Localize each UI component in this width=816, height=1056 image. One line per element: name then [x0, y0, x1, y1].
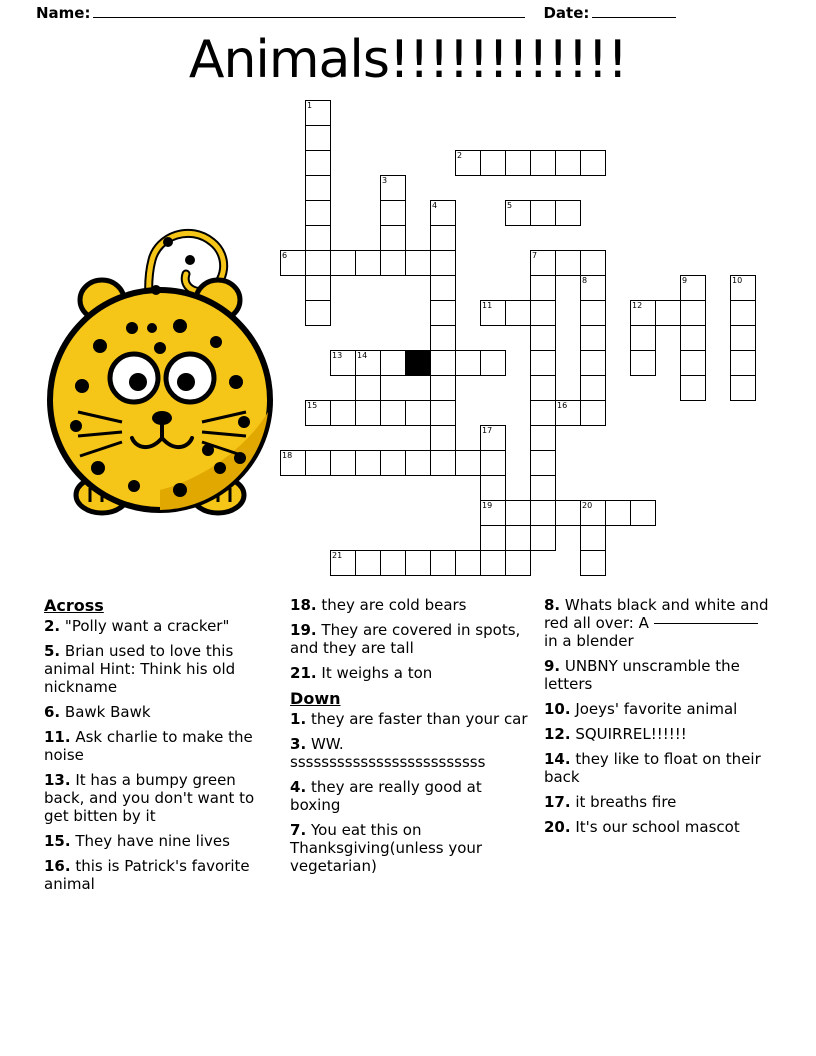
cell-number: 6 — [282, 251, 288, 260]
crossword-cell[interactable] — [580, 500, 606, 526]
crossword-cell[interactable] — [580, 250, 606, 276]
clues-column-1 — [44, 596, 276, 900]
crossword-cell[interactable] — [380, 250, 406, 276]
cell-number: 5 — [507, 201, 513, 210]
clue-down-12 — [544, 725, 776, 743]
crossword-cell[interactable] — [530, 200, 556, 226]
crossword-cell[interactable] — [480, 450, 506, 476]
cell-number: 10 — [732, 276, 743, 285]
crossword-cell[interactable] — [630, 300, 656, 326]
clue-text: they like to float on their back — [543, 750, 761, 786]
crossword-cell[interactable] — [530, 525, 556, 551]
clue-number: 2. — [44, 617, 61, 636]
name-input-line[interactable] — [93, 17, 525, 18]
crossword-cell[interactable] — [580, 550, 606, 576]
clue-down-14 — [544, 750, 776, 786]
crossword-cell[interactable] — [730, 275, 756, 301]
crossword-cell[interactable] — [430, 200, 456, 226]
clue-number: 13. — [44, 771, 71, 790]
crossword-cell[interactable] — [530, 425, 556, 451]
clue-text: They are covered in spots, and they are tall — [290, 621, 521, 657]
crossword-cell[interactable] — [530, 325, 556, 351]
crossword-cell[interactable] — [305, 250, 331, 276]
crossword-cell[interactable] — [380, 450, 406, 476]
crossword-cell[interactable] — [480, 350, 506, 376]
crossword-cell[interactable] — [430, 425, 456, 451]
crossword-cell[interactable] — [555, 500, 581, 526]
clue-number: 11. — [44, 728, 71, 747]
clue-text: It's our school mascot — [575, 818, 740, 836]
clue-text: they are faster than your car — [310, 710, 528, 729]
clue-number: 12. — [543, 725, 571, 743]
crossword-cell[interactable] — [305, 150, 331, 176]
clue-down-9 — [544, 657, 776, 693]
clue-text: this is Patrick's favorite animal — [44, 857, 250, 894]
crossword-cell[interactable] — [380, 550, 406, 576]
cell-number: 15 — [307, 401, 318, 410]
crossword-cell[interactable] — [530, 450, 556, 476]
clue-text: They have nine lives — [75, 832, 230, 851]
clue-down-7 — [290, 821, 530, 875]
clue-text: SQUIRREL!!!!!! — [575, 725, 687, 743]
cell-number: 1 — [307, 101, 313, 110]
clue-text: It has a bumpy green back, and you don't want to get bitten by it — [44, 771, 255, 826]
crossword-cell[interactable] — [530, 500, 556, 526]
crossword-cell[interactable] — [480, 475, 506, 501]
crossword-cell[interactable] — [305, 450, 331, 476]
clue-across-19 — [290, 621, 530, 657]
date-input-line[interactable] — [592, 17, 676, 18]
crossword-cell[interactable] — [480, 525, 506, 551]
crossword-cell[interactable] — [330, 400, 356, 426]
clue-down-3 — [290, 735, 530, 771]
crossword-cell[interactable] — [630, 325, 656, 351]
date-label: Date: — [543, 4, 590, 22]
clue-across-5 — [44, 642, 276, 696]
clue-text: It weighs a ton — [321, 664, 433, 682]
crossword-cell[interactable] — [730, 375, 756, 401]
crossword-cell[interactable] — [480, 500, 506, 526]
crossword-cell[interactable] — [680, 300, 706, 326]
crossword-cell[interactable] — [480, 150, 506, 176]
clue-text-after: in a blender — [543, 632, 634, 650]
clue-number: 17. — [543, 793, 571, 811]
clue-text: Bawk Bawk — [64, 703, 151, 722]
crossword-cell[interactable] — [305, 125, 331, 151]
crossword-cell[interactable] — [505, 550, 531, 576]
clue-number: 10. — [543, 700, 571, 718]
cell-number: 12 — [632, 301, 643, 310]
crossword-cell[interactable] — [430, 350, 456, 376]
crossword-cell[interactable] — [430, 400, 456, 426]
name-label: Name: — [36, 4, 91, 22]
clue-blank-line — [654, 623, 758, 624]
clue-across-21 — [290, 664, 530, 682]
crossword-cell[interactable] — [455, 450, 481, 476]
crossword-cell[interactable] — [680, 325, 706, 351]
clue-across-11 — [44, 728, 276, 764]
crossword-cell[interactable] — [655, 300, 681, 326]
crossword-cell[interactable] — [455, 350, 481, 376]
crossword-cell[interactable] — [680, 275, 706, 301]
cell-number: 18 — [282, 451, 293, 460]
crossword-cell[interactable] — [455, 550, 481, 576]
crossword-cell[interactable] — [555, 400, 581, 426]
cheetah-illustration — [40, 150, 293, 550]
clue-number: 21. — [290, 664, 317, 682]
clue-across-15 — [44, 832, 276, 850]
crossword-cell — [405, 350, 431, 376]
crossword-cell[interactable] — [455, 150, 481, 176]
cell-number: 11 — [482, 301, 493, 310]
clue-text: You eat this on Thanksgiving(unless your vegetarian) — [290, 821, 483, 876]
crossword-cell[interactable] — [330, 350, 356, 376]
crossword-cell[interactable] — [680, 375, 706, 401]
name-date-header — [36, 4, 780, 22]
crossword-cell[interactable] — [380, 200, 406, 226]
crossword-cell[interactable] — [355, 450, 381, 476]
crossword-cell[interactable] — [330, 450, 356, 476]
clue-across-18 — [290, 596, 530, 614]
crossword-cell[interactable] — [430, 225, 456, 251]
crossword-cell[interactable] — [430, 300, 456, 326]
crossword-cell[interactable] — [280, 250, 306, 276]
crossword-cell[interactable] — [555, 250, 581, 276]
clue-text: Brian used to love this animal Hint: Think his old nickname — [44, 642, 236, 697]
crossword-cell[interactable] — [505, 300, 531, 326]
crossword-cell[interactable] — [330, 250, 356, 276]
crossword-cell[interactable] — [405, 400, 431, 426]
crossword-cell[interactable] — [580, 150, 606, 176]
clue-number: 9. — [543, 657, 561, 675]
crossword-cell[interactable] — [480, 300, 506, 326]
clue-number: 5. — [44, 642, 61, 661]
crossword-cell[interactable] — [530, 350, 556, 376]
crossword-cell[interactable] — [730, 325, 756, 351]
clue-number: 15. — [44, 832, 71, 851]
clue-number: 7. — [290, 821, 307, 840]
clue-text: UNBNY unscramble the letters — [543, 657, 740, 693]
cell-number: 2 — [457, 151, 463, 160]
crossword-cell[interactable] — [280, 450, 306, 476]
cell-number: 3 — [382, 176, 388, 185]
clues-section — [44, 596, 776, 900]
crossword-cell[interactable] — [505, 200, 531, 226]
cell-number: 19 — [482, 501, 493, 510]
crossword-cell[interactable] — [730, 350, 756, 376]
clue-number: 1. — [290, 710, 307, 729]
clue-text: it breaths fire — [575, 793, 677, 811]
clue-number: 6. — [44, 703, 61, 722]
cell-number: 20 — [582, 501, 593, 510]
crossword-cell[interactable] — [355, 350, 381, 376]
crossword-cell[interactable] — [305, 275, 331, 301]
crossword-cell[interactable] — [355, 550, 381, 576]
clue-number: 18. — [290, 596, 317, 614]
cell-number: 7 — [532, 251, 538, 260]
clue-number: 3. — [290, 735, 307, 754]
clue-number: 19. — [290, 621, 317, 639]
crossword-cell[interactable] — [355, 375, 381, 401]
crossword-cell[interactable] — [430, 375, 456, 401]
cell-number: 14 — [357, 351, 368, 360]
clue-text: Ask charlie to make the noise — [44, 728, 253, 765]
clue-down-4 — [290, 778, 530, 814]
crossword-cell[interactable] — [305, 175, 331, 201]
cell-number: 8 — [582, 276, 588, 285]
clue-text: "Polly want a cracker" — [64, 617, 230, 636]
clue-number: 16. — [44, 857, 71, 876]
crossword-cell[interactable] — [505, 500, 531, 526]
cell-number: 17 — [482, 426, 493, 435]
crossword-cell[interactable] — [530, 375, 556, 401]
crossword-cell[interactable] — [580, 325, 606, 351]
crossword-cell[interactable] — [355, 250, 381, 276]
cell-number: 21 — [332, 551, 343, 560]
crossword-cell[interactable] — [605, 500, 631, 526]
crossword-cell[interactable] — [430, 325, 456, 351]
crossword-cell[interactable] — [630, 500, 656, 526]
crossword-cell[interactable] — [405, 550, 431, 576]
cell-number: 9 — [682, 276, 688, 285]
crossword-cell[interactable] — [380, 400, 406, 426]
page-title: Animals!!!!!!!!!!!! — [188, 30, 628, 90]
crossword-cell[interactable] — [530, 150, 556, 176]
crossword-cell[interactable] — [530, 250, 556, 276]
clue-number: 4. — [290, 778, 307, 797]
clue-across-2 — [44, 617, 276, 635]
crossword-cell[interactable] — [305, 100, 331, 126]
crossword-cell[interactable] — [480, 425, 506, 451]
clues-column-3 — [544, 596, 776, 900]
clue-number: 8. — [543, 596, 561, 614]
clue-text: WW. sssssssssssssssssssssssss — [290, 735, 486, 772]
crossword-cell[interactable] — [430, 275, 456, 301]
crossword-grid[interactable] — [280, 100, 780, 600]
clue-text: they are cold bears — [321, 596, 467, 614]
clue-across-13 — [44, 771, 276, 825]
across-heading: Across — [44, 596, 104, 615]
clue-text: Joeys' favorite animal — [575, 700, 738, 718]
crossword-cell[interactable] — [680, 350, 706, 376]
crossword-cell[interactable] — [730, 300, 756, 326]
crossword-cell[interactable] — [305, 200, 331, 226]
crossword-cell[interactable] — [530, 300, 556, 326]
crossword-cell[interactable] — [530, 275, 556, 301]
crossword-cell[interactable] — [580, 375, 606, 401]
crossword-cell[interactable] — [530, 400, 556, 426]
crossword-cell[interactable] — [380, 175, 406, 201]
clue-down-10 — [544, 700, 776, 718]
cell-number: 16 — [557, 401, 568, 410]
crossword-cell[interactable] — [305, 225, 331, 251]
clue-across-6 — [44, 703, 276, 721]
crossword-cell[interactable] — [530, 475, 556, 501]
clues-column-2 — [290, 596, 530, 900]
crossword-cell[interactable] — [555, 200, 581, 226]
crossword-cell[interactable] — [305, 300, 331, 326]
clue-down-8 — [544, 596, 776, 650]
crossword-cell[interactable] — [380, 225, 406, 251]
crossword-cell[interactable] — [580, 275, 606, 301]
crossword-cell[interactable] — [305, 400, 331, 426]
clue-down-17 — [544, 793, 776, 811]
clue-text: they are really good at boxing — [290, 778, 482, 815]
cell-number: 4 — [432, 201, 438, 210]
crossword-cell[interactable] — [630, 350, 656, 376]
clue-text: Whats black and white and red all over: A — [543, 596, 769, 632]
crossword-cell[interactable] — [405, 450, 431, 476]
clue-number: 20. — [543, 818, 571, 836]
crossword-cell[interactable] — [580, 350, 606, 376]
crossword-cell[interactable] — [555, 150, 581, 176]
down-heading: Down — [290, 689, 341, 708]
crossword-cell[interactable] — [580, 300, 606, 326]
crossword-cell[interactable] — [430, 450, 456, 476]
clue-across-16 — [44, 857, 276, 893]
crossword-cell[interactable] — [505, 150, 531, 176]
clue-down-1 — [290, 710, 530, 728]
clue-down-20 — [544, 818, 776, 836]
crossword-cell[interactable] — [405, 250, 431, 276]
crossword-cell[interactable] — [430, 550, 456, 576]
crossword-cell[interactable] — [480, 550, 506, 576]
crossword-cell[interactable] — [430, 250, 456, 276]
crossword-cell[interactable] — [580, 525, 606, 551]
crossword-cell[interactable] — [330, 550, 356, 576]
clue-number: 14. — [543, 750, 571, 768]
crossword-cell[interactable] — [380, 350, 406, 376]
cell-number: 13 — [332, 351, 343, 360]
crossword-cell[interactable] — [355, 400, 381, 426]
crossword-cell[interactable] — [580, 400, 606, 426]
